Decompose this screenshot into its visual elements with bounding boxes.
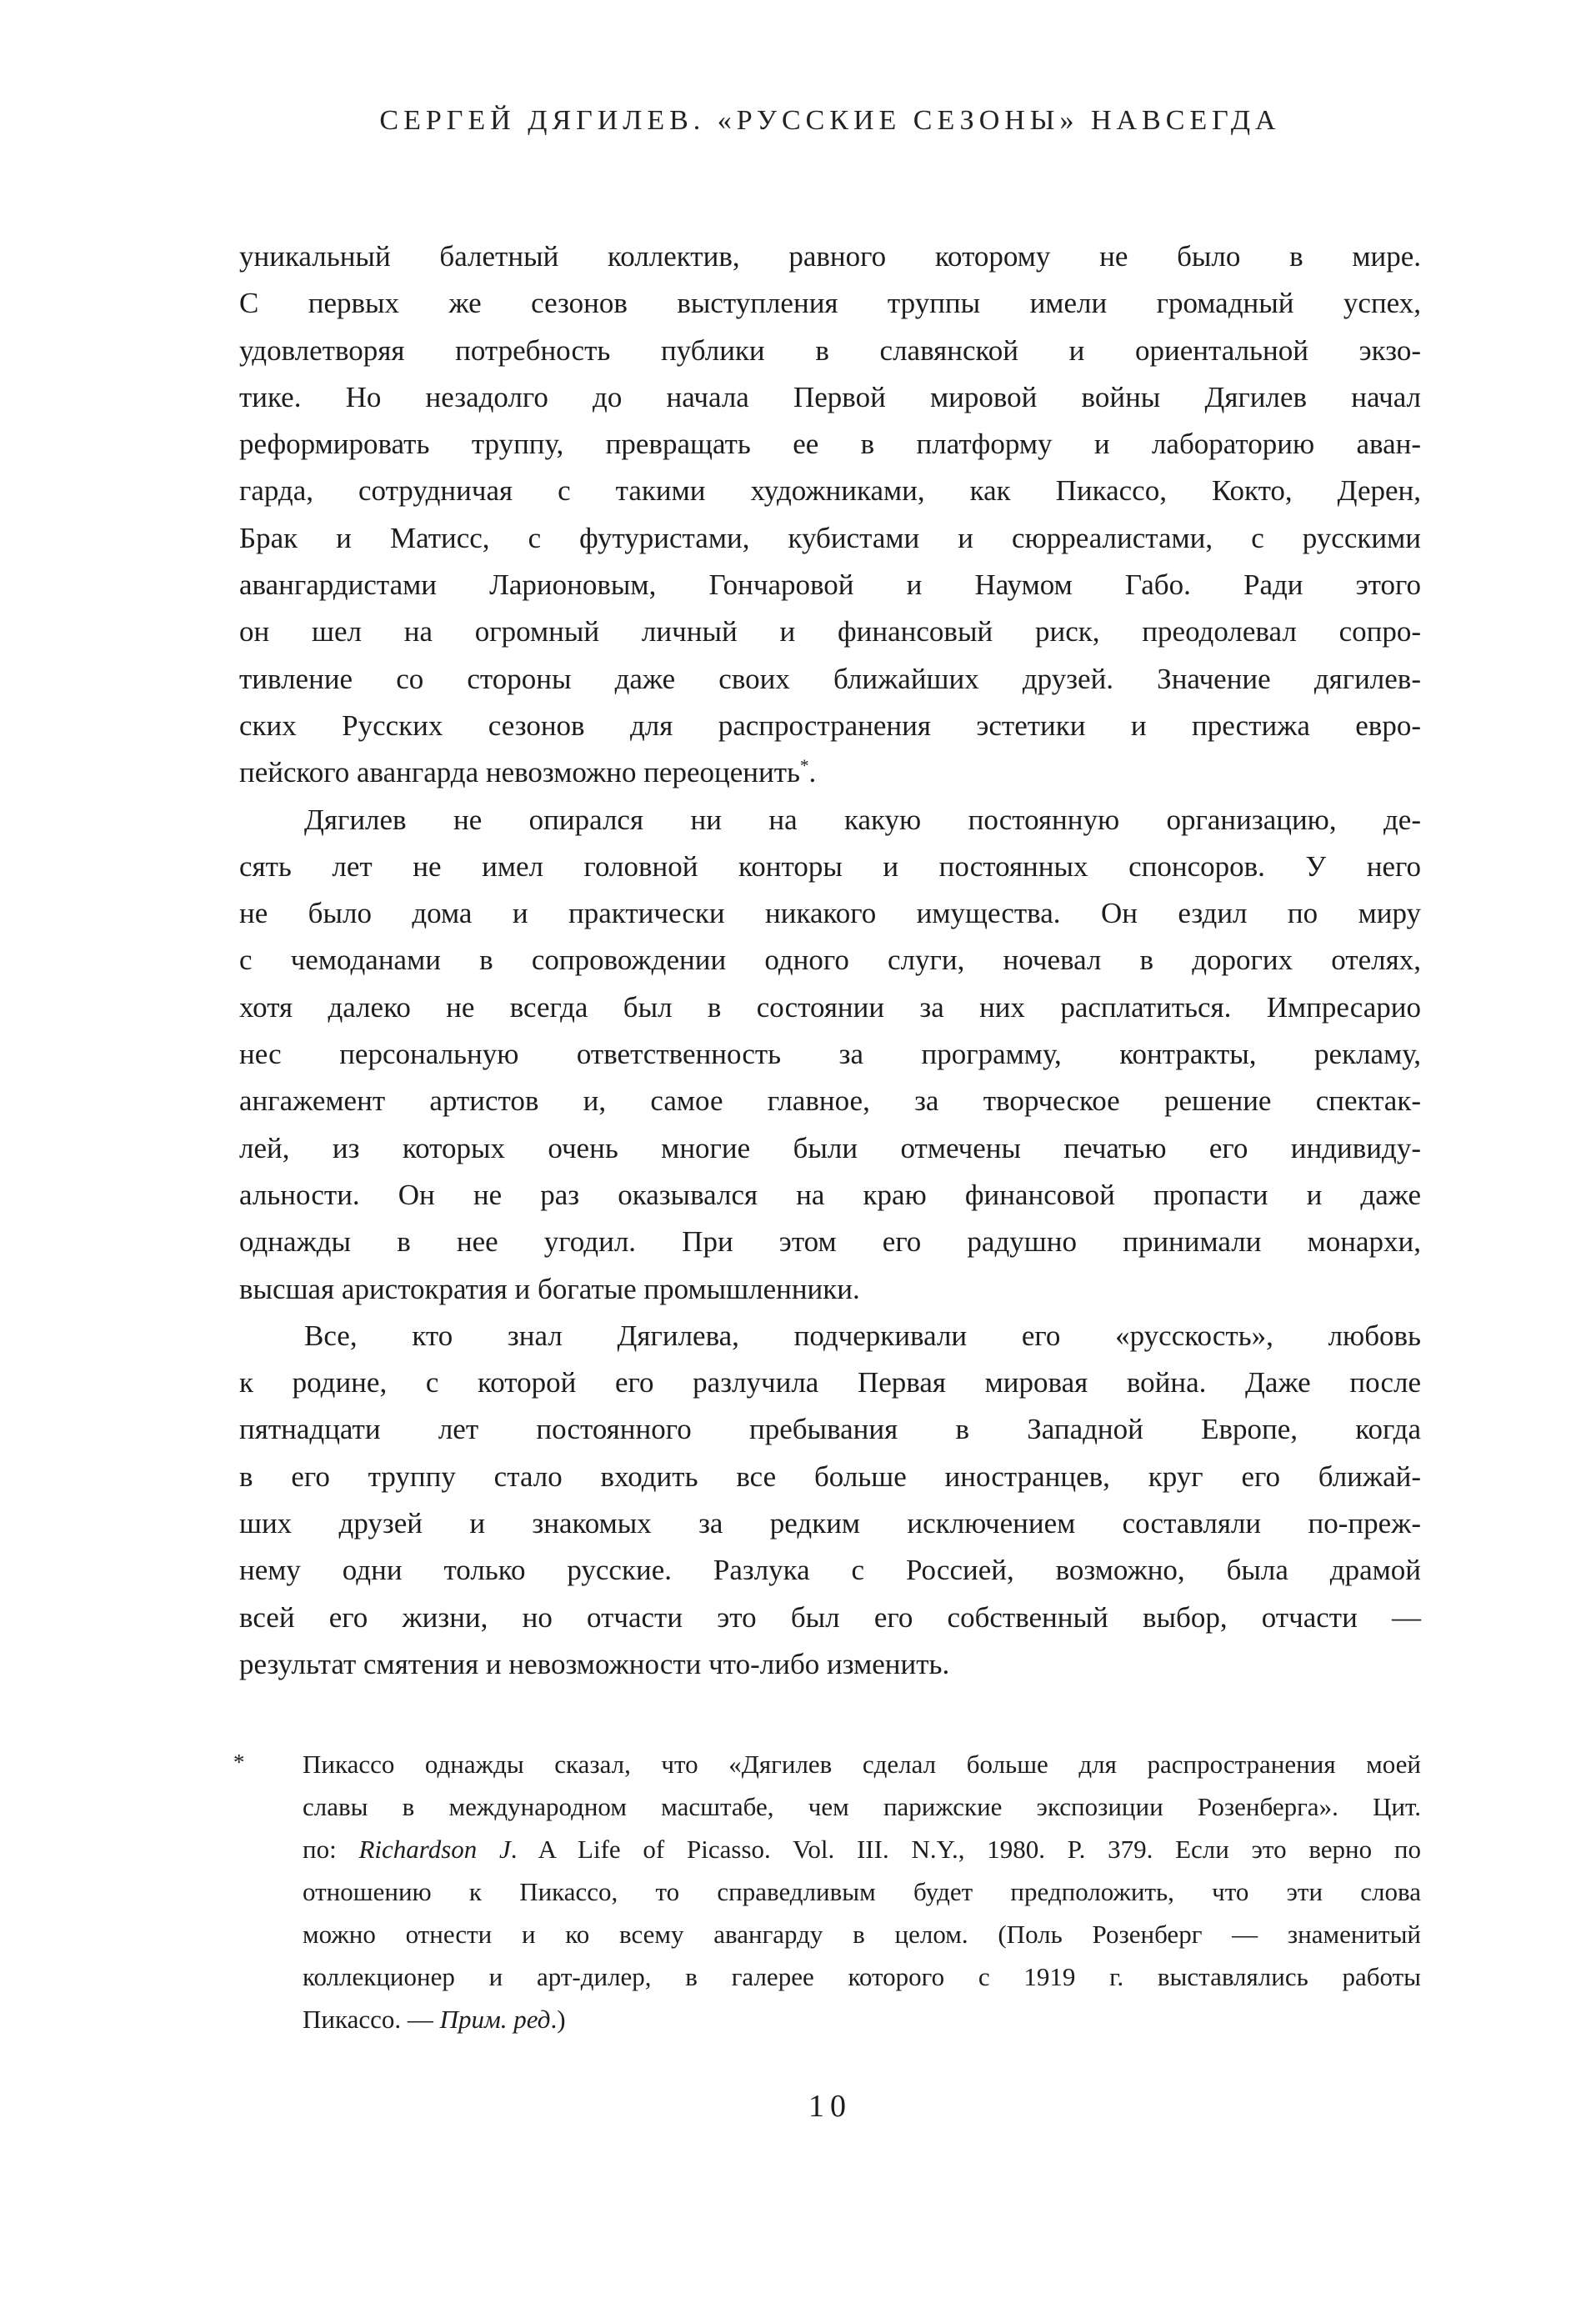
- body-line: [239, 608, 1421, 655]
- text-segment: Пикассо. —: [303, 2005, 440, 2035]
- body-line: [239, 1172, 1421, 1219]
- body-line: [239, 984, 1421, 1031]
- body-line: [239, 562, 1421, 608]
- text-segment: всей его жизни, но отчасти это был его собственный выбор, отчасти —: [239, 1600, 1421, 1634]
- text-segment: уникальный балетный коллектив, равного которому не было в мире.: [239, 240, 1421, 273]
- text-segment: по:: [303, 1835, 359, 1865]
- text-segment: Все, кто знал Дягилева, подчеркивали его «русскость», любовь: [304, 1319, 1421, 1352]
- running-head: СЕРГЕЙ ДЯГИЛЕВ. «РУССКИЕ СЕЗОНЫ» НАВСЕГДА: [379, 105, 1281, 136]
- text-segment: пятнадцати лет постоянного пребывания в Западной Европе, когда: [239, 1413, 1421, 1446]
- body-line: [239, 1359, 1421, 1406]
- body-line: [239, 421, 1421, 468]
- text-segment: Дягилев не опирался ни на какую постоянную организацию, де-: [304, 803, 1421, 836]
- body-line: [239, 1031, 1421, 1078]
- text-segment: нему одни только русские. Разлука с Россией, возможно, была драмой: [239, 1554, 1421, 1587]
- text-segment: высшая аристократия и богатые промышленники.: [239, 1272, 860, 1305]
- body-line: [239, 1219, 1421, 1265]
- text-segment: ангажемент артистов и, самое главное, за творческое решение спектак-: [239, 1084, 1421, 1118]
- body-line: [239, 1078, 1421, 1124]
- body-line: [239, 515, 1421, 562]
- footnote-marker: *: [233, 1750, 245, 1775]
- page-number: 10: [808, 2089, 852, 2124]
- text-segment: ских Русских сезонов для распространения эстетики и престижа евро-: [239, 708, 1421, 742]
- body-line: [239, 703, 1421, 749]
- footnote-ref: *: [799, 755, 809, 776]
- footnote-line: [303, 1870, 1421, 1913]
- footnote-line: [303, 1828, 1421, 1870]
- text-segment: с чемоданами в сопровождении одного слуги, ночевал в дорогих отелях,: [239, 944, 1421, 977]
- body-line: [239, 233, 1421, 280]
- text-segment: .: [808, 756, 817, 789]
- text-segment: сять лет не имел головной конторы и постоянных спонсоров. У него: [239, 849, 1421, 883]
- text-segment: нес персональную ответственность за программу, контракты, рекламу,: [239, 1038, 1421, 1071]
- text-segment: Richardson J: [358, 1835, 511, 1865]
- text-segment: авангардистами Ларионовым, Гончаровой и Наумом Габо. Ради этого: [239, 568, 1421, 602]
- body-line: [239, 1454, 1421, 1500]
- text-segment: славы в международном масштабе, чем парижские экспозиции Розенберга». Цит.: [303, 1792, 1421, 1822]
- text-segment: однажды в нее угодил. При этом его радушно принимали монархи,: [239, 1225, 1421, 1259]
- footnote-line: [303, 1785, 1421, 1828]
- body-line: [239, 1547, 1421, 1594]
- text-segment: отношению к Пикассо, то справедливым будет предположить, что эти слова: [303, 1877, 1421, 1907]
- text-segment: . A Life of Picasso. Vol. III. N.Y., 1980. P. 379. Если это верно по: [510, 1835, 1421, 1865]
- footnote: [233, 1743, 1421, 2040]
- body-line: [239, 656, 1421, 703]
- text-segment: коллекционер и арт-дилер, в галерее которого с 1919 г. выставлялись работы: [303, 1962, 1421, 1992]
- text-segment: к родине, с которой его разлучила Первая мировая война. Даже после: [239, 1366, 1421, 1399]
- text-block: [233, 233, 1421, 2040]
- text-segment: реформировать труппу, превращать ее в платформу и лабораторию аван-: [239, 428, 1421, 461]
- footnote-line: [303, 1913, 1421, 1955]
- body-line: [239, 1125, 1421, 1172]
- footnote-line: [303, 1955, 1421, 1998]
- body-line: [239, 1500, 1421, 1547]
- text-segment: тике. Но незадолго до начала Первой мировой войны Дягилев начал: [239, 380, 1421, 413]
- text-segment: удовлетворяя потребность публики в славянской и ориентальной экзо-: [239, 333, 1421, 367]
- body-line: [239, 1313, 1421, 1359]
- text-segment: результат смятения и невозможности что-либо изменить.: [239, 1647, 950, 1680]
- footnote-line: [303, 1998, 1421, 2040]
- text-segment: пейского авангарда невозможно переоценить: [239, 756, 800, 789]
- body-line: [239, 844, 1421, 890]
- text-segment: можно отнести и ко всему авангарду в целом. (Поль Розенберг — знаменитый: [303, 1920, 1421, 1950]
- body-line: [239, 1641, 1421, 1688]
- body-line: [239, 374, 1421, 421]
- text-segment: ших друзей и знакомых за редким исключением составляли по-преж-: [239, 1507, 1421, 1540]
- body-line: [239, 1266, 1421, 1313]
- body-line: [239, 280, 1421, 327]
- paragraph: [239, 797, 1421, 1313]
- body-line: [239, 1406, 1421, 1453]
- text-segment: Пикассо однажды сказал, что «Дягилев сделал больше для распространения моей: [303, 1750, 1421, 1780]
- body-paragraphs: [239, 233, 1421, 1688]
- footnote-line: [303, 1743, 1421, 1785]
- text-segment: С первых же сезонов выступления труппы имели громадный успех,: [239, 287, 1421, 320]
- text-segment: гарда, сотрудничая с такими художниками, как Пикассо, Кокто, Дерен,: [239, 474, 1421, 508]
- text-segment: Брак и Матисс, с футуристами, кубистами и сюрреалистами, с русскими: [239, 521, 1421, 554]
- body-line: [239, 797, 1421, 844]
- body-line: [239, 328, 1421, 374]
- body-line: [239, 468, 1421, 514]
- body-line: [239, 1595, 1421, 1641]
- text-segment: в его труппу стало входить все больше иностранцев, круг его ближай-: [239, 1459, 1421, 1493]
- text-segment: тивление со стороны даже своих ближайших друзей. Значение дягилев-: [239, 662, 1421, 695]
- text-segment: он шел на огромный личный и финансовый риск, преодолевал сопро-: [239, 615, 1421, 648]
- text-segment: альности. Он не раз оказывался на краю финансовой пропасти и даже: [239, 1178, 1421, 1211]
- text-segment: Прим. ред: [439, 2005, 551, 2035]
- text-segment: не было дома и практически никакого имущества. Он ездил по миру: [239, 897, 1421, 930]
- text-segment: .): [550, 2005, 566, 2035]
- footnote-text: [303, 1743, 1421, 2040]
- body-line: [239, 749, 1421, 796]
- text-segment: лей, из которых очень многие были отмечены печатью его индивиду-: [239, 1131, 1421, 1164]
- text-segment: хотя далеко не всегда был в состоянии за них расплатиться. Импресарио: [239, 990, 1421, 1024]
- body-line: [239, 890, 1421, 937]
- body-line: [239, 937, 1421, 984]
- paragraph: [239, 1313, 1421, 1688]
- paragraph: [239, 233, 1421, 797]
